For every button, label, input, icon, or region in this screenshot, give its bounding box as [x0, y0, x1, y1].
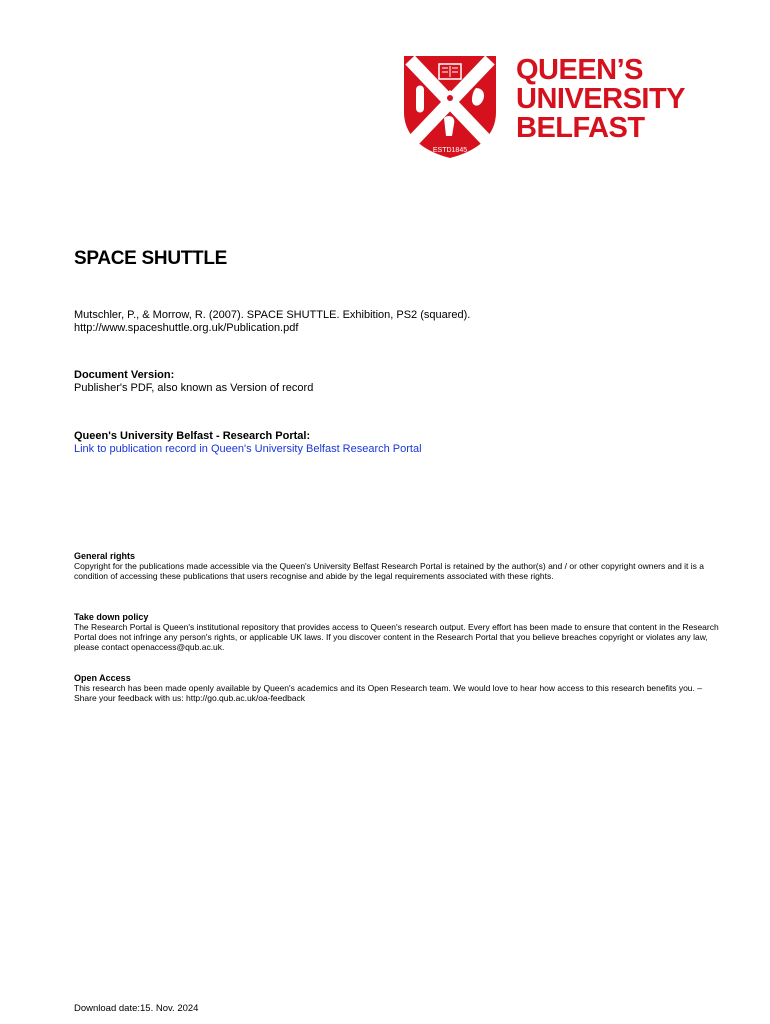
publication-record-link[interactable]: Link to publication record in Queen's University Belfast Research Portal	[74, 443, 422, 455]
crest-established-text: ESTD1845	[432, 147, 468, 154]
take-down-section	[74, 612, 724, 652]
take-down-body: The Research Portal is Queen's institutional repository that provides access to Queen's research output. Every effort has been made to ensure that content in the Research Portal does not infringe any person's rights, or applicable UK laws. If you discover content in the Research Portal that you believe breaches copyright or violates any law, please contact openaccess@qub.ac.uk.	[74, 622, 719, 652]
wordmark-line-2: UNIVERSITY	[516, 83, 686, 115]
citation-url: http://www.spaceshuttle.org.uk/Publication.pdf	[74, 322, 299, 334]
research-portal-section	[74, 430, 422, 456]
university-wordmark	[516, 56, 685, 143]
document-version-value: Publisher's PDF, also known as Version of record	[74, 382, 314, 394]
general-rights-section	[74, 551, 724, 581]
crest-icon	[402, 54, 498, 160]
download-date: Download date:15. Nov. 2024	[74, 1003, 199, 1014]
open-access-heading: Open Access	[74, 673, 131, 683]
wordmark-line-3: BELFAST	[516, 112, 645, 144]
citation	[74, 309, 470, 335]
open-access-section	[74, 673, 724, 703]
general-rights-heading: General rights	[74, 551, 136, 561]
research-portal-heading: Queen's University Belfast - Research Portal:	[74, 430, 311, 442]
document-version-section	[74, 369, 313, 395]
document-title: SPACE SHUTTLE	[74, 248, 228, 269]
document-version-heading: Document Version:	[74, 369, 175, 381]
university-logo	[402, 54, 722, 164]
wordmark-line-1: QUEEN’S	[516, 54, 644, 86]
general-rights-body: Copyright for the publications made accessible via the Queen's University Belfast Research Portal is retained by the author(s) and / or other copyright owners and it is a condition of accessing these publications that users recognise and abide by the legal requirements associated with these rights.	[74, 561, 704, 581]
citation-text: Mutschler, P., & Morrow, R. (2007). SPACE SHUTTLE. Exhibition, PS2 (squared).	[74, 309, 471, 321]
open-access-body: This research has been made openly available by Queen's academics and its Open Research team. We would love to hear how access to this research benefits you. – Share your feedback with us: http://go.qub.ac.uk/oa-feedback	[74, 683, 702, 703]
take-down-heading: Take down policy	[74, 612, 149, 622]
